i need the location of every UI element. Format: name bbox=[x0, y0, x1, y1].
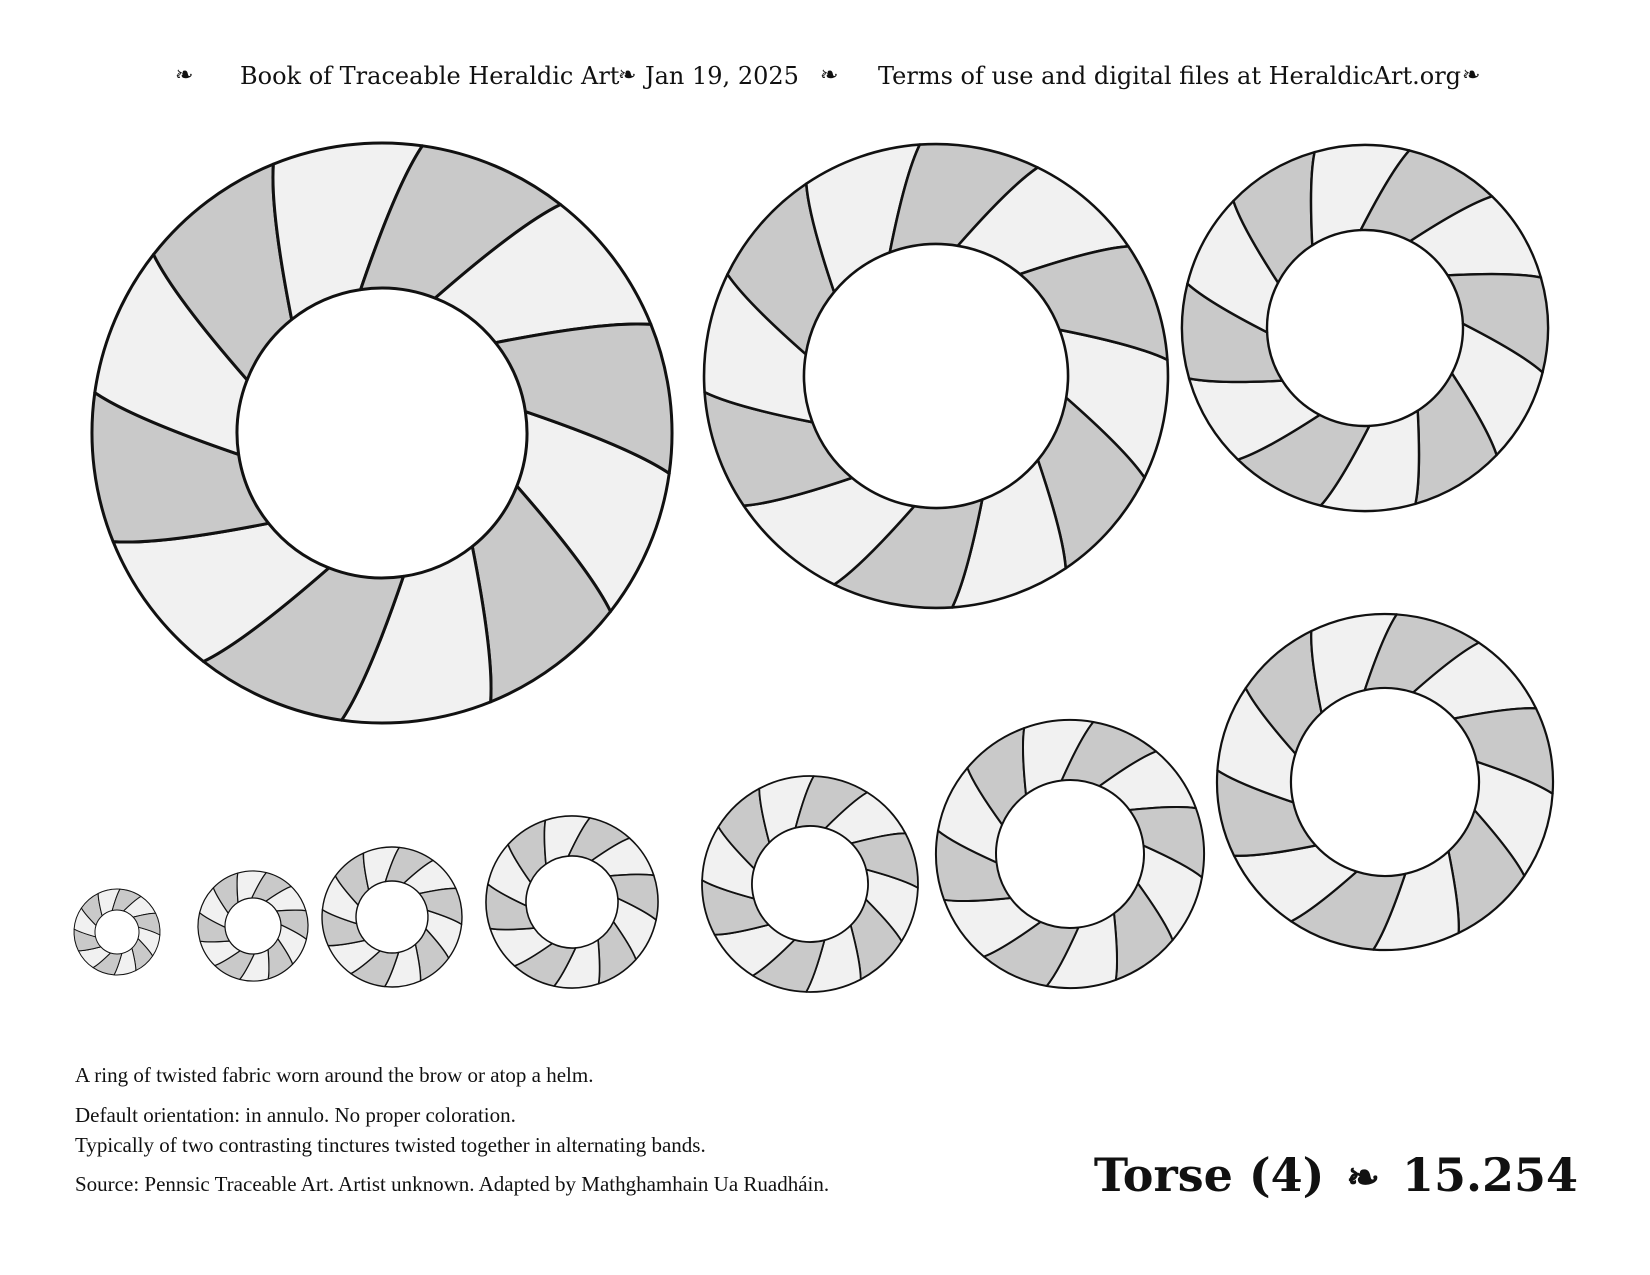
header-terms: Terms of use and digital files at HeraldicArt.org bbox=[878, 62, 1462, 90]
torse bbox=[322, 847, 462, 987]
description-line: Typically of two contrasting tinctures twisted together in alternating bands. bbox=[75, 1133, 706, 1157]
torse bbox=[198, 871, 308, 981]
torse bbox=[74, 889, 160, 975]
header-date: Jan 19, 2025 bbox=[645, 62, 799, 90]
description-line: Source: Pennsic Traceable Art. Artist unknown. Adapted by Mathghamhain Ua Ruadháin. bbox=[75, 1172, 830, 1196]
plate-number: 15.254 bbox=[1401, 1148, 1578, 1202]
torse bbox=[1182, 145, 1548, 511]
torse bbox=[1217, 614, 1553, 950]
torse bbox=[704, 144, 1168, 608]
header-ornament-3: ❧ bbox=[820, 63, 839, 88]
header-ornament-right: ❧ bbox=[1462, 63, 1481, 88]
torse bbox=[92, 143, 672, 723]
book-title: Book of Traceable Heraldic Art bbox=[240, 62, 620, 90]
description-line: A ring of twisted fabric worn around the brow or atop a helm. bbox=[75, 1063, 594, 1087]
torse bbox=[936, 720, 1204, 988]
torse bbox=[486, 816, 658, 988]
plate-title bbox=[1094, 1145, 1578, 1208]
torse bbox=[702, 776, 918, 992]
plate-name: Torse (4) bbox=[1093, 1148, 1325, 1202]
plate-ornament: ❧ bbox=[1346, 1154, 1380, 1201]
header-ornament-left: ❧ bbox=[175, 63, 194, 88]
header-ornament-2: ❧ bbox=[618, 63, 637, 88]
description-line: Default orientation: in annulo. No proper coloration. bbox=[75, 1103, 516, 1127]
